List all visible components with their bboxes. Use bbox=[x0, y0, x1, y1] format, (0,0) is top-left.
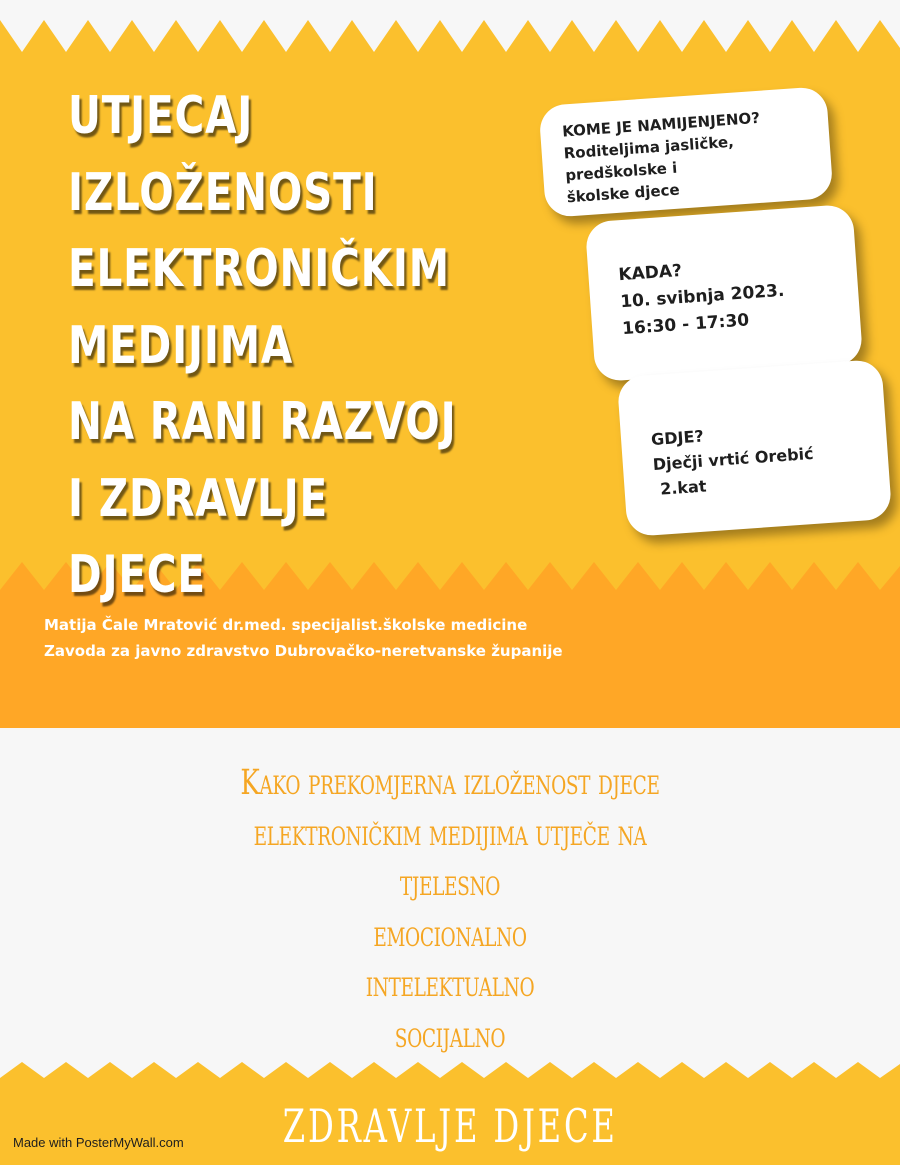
postermywall-credit: Made with PosterMyWall.com bbox=[13, 1135, 184, 1150]
focus-block bbox=[0, 758, 900, 1061]
where-floor: 2.kat bbox=[653, 476, 708, 500]
focus-line: intelektualno bbox=[365, 965, 535, 1005]
where-place: Dječji vrtić Orebić bbox=[652, 443, 815, 475]
where-bubble bbox=[617, 359, 893, 537]
when-time: 16:30 - 17:30 bbox=[621, 310, 750, 340]
audience-line: Roditeljima jasličke, bbox=[563, 132, 735, 163]
title-line: MEDIJIMA bbox=[68, 315, 294, 376]
title-line: UTJECAJ bbox=[68, 86, 254, 146]
author-name: Matija Čale Mratović dr.med. specijalist.školske medicine bbox=[44, 616, 528, 634]
audience-line: školske djece bbox=[566, 180, 681, 207]
title-line: DJECE bbox=[68, 545, 206, 605]
footer-title-text: ZDRAVLJE DJECE bbox=[282, 1099, 618, 1153]
title-line: ELEKTRONIČKIM bbox=[68, 239, 450, 299]
when-date: 10. svibnja 2023. bbox=[619, 280, 786, 313]
title-line: I ZDRAVLJE bbox=[68, 468, 328, 529]
author-block bbox=[44, 612, 563, 664]
where-heading: GDJE? bbox=[650, 426, 705, 450]
title-line: NA RANI RAZVOJ bbox=[68, 392, 457, 452]
footer-title bbox=[0, 1088, 900, 1164]
audience-bubble bbox=[538, 86, 833, 218]
focus-line: socijalno bbox=[394, 1015, 506, 1056]
audience-line: predškolske i bbox=[564, 158, 678, 185]
when-bubble bbox=[585, 204, 864, 382]
focus-line: elektroničkim medijima utječe na bbox=[253, 813, 647, 854]
author-institution: Zavoda za javno zdravstvo Dubrovačko-neretvanske županije bbox=[44, 642, 563, 660]
focus-line: tjelesno bbox=[399, 864, 501, 904]
focus-line: emocionalno bbox=[373, 914, 527, 955]
poster-title bbox=[68, 78, 536, 614]
title-line: IZLOŽENOSTI bbox=[68, 162, 378, 223]
focus-line: Kako prekomjerna izloženost djece bbox=[240, 763, 660, 803]
audience-heading: KOME JE NAMIJENJENO? bbox=[561, 108, 761, 141]
when-heading: KADA? bbox=[617, 260, 683, 286]
